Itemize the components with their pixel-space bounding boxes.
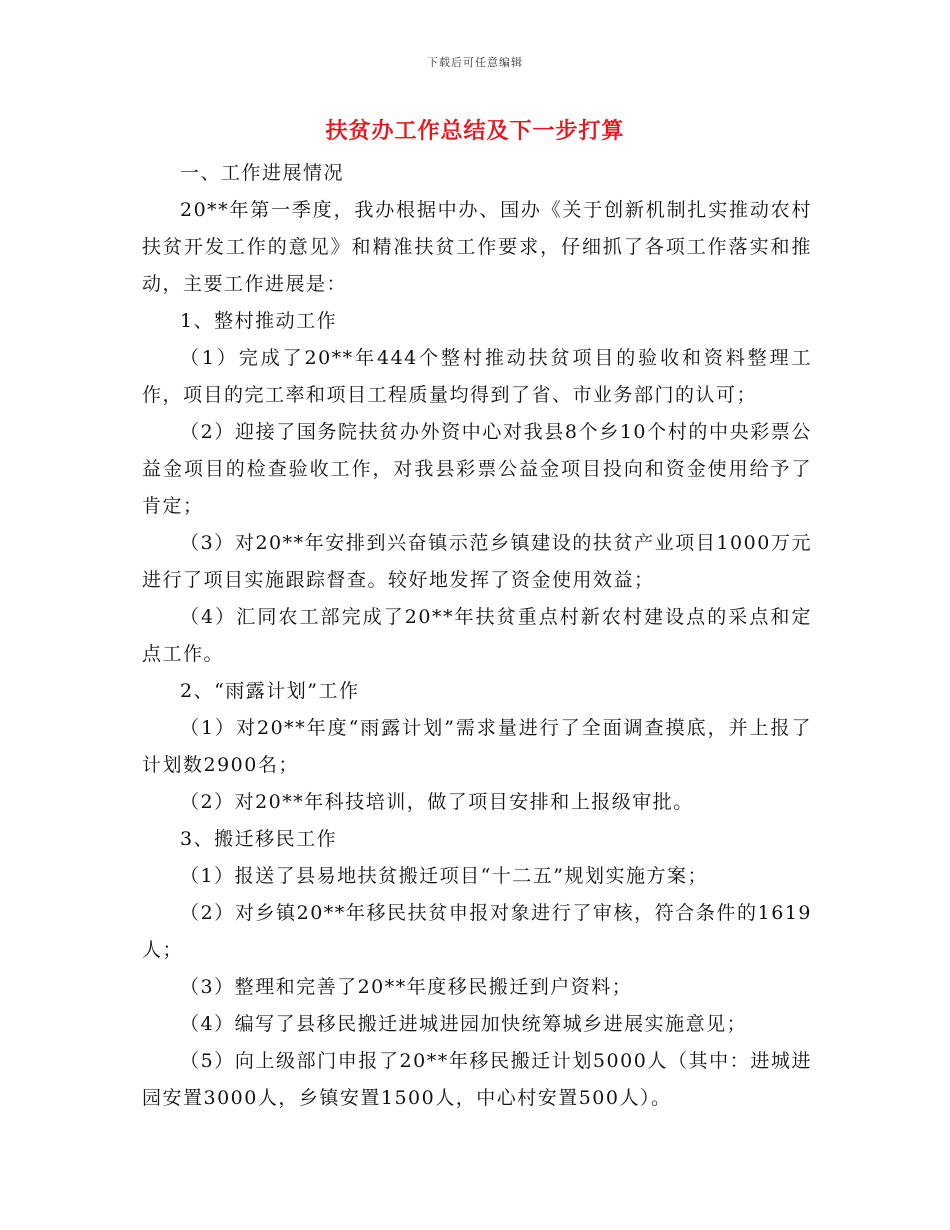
list-item: （2）迎接了国务院扶贫办外资中心对我县8个乡10个村的中央彩票公益金项目的检查验收工作，对我县彩票公益金项目投向和资金使用给予了肯定； xyxy=(142,421,812,517)
document-body xyxy=(142,155,812,1117)
list-item: （1）报送了县易地扶贫搬迁项目“十二五”规划实施方案； xyxy=(180,865,709,887)
section-heading: 一、工作进展情况 xyxy=(180,162,345,184)
list-item: （3）对20**年安排到兴奋镇示范乡镇建设的扶贫产业项目1000万元进行了项目实施跟踪督查。较好地发挥了资金使用效益； xyxy=(142,532,812,591)
document-title: 扶贫办工作总结及下一步打算 xyxy=(325,118,625,144)
list-item: （5）向上级部门申报了20**年移民搬迁计划5000人（其中：进城进园安置3000人，乡镇安置1500人，中心村安置500人）。 xyxy=(142,1050,812,1109)
download-note: 下载后可任意编辑 xyxy=(427,56,523,69)
list-item: （4）汇同农工部完成了20**年扶贫重点村新农村建设点的采点和定点工作。 xyxy=(142,606,812,665)
list-item: （4）编写了县移民搬迁进城进园加快统筹城乡进展实施意见； xyxy=(180,1013,748,1035)
subsection-heading: 3、搬迁移民工作 xyxy=(180,828,338,850)
subsection-heading: 2、“雨露计划”工作 xyxy=(180,680,360,702)
list-item: （3）整理和完善了20**年度移民搬迁到户资料； xyxy=(180,976,633,998)
list-item: （1）完成了20**年444个整村推动扶贫项目的验收和资料整理工作，项目的完工率和项目工程质量均得到了省、市业务部门的认可； xyxy=(142,347,812,406)
subsection-heading: 1、整村推动工作 xyxy=(180,310,338,332)
list-item: （2）对20**年科技培训，做了项目安排和上报级审批。 xyxy=(180,791,694,813)
list-item: （2）对乡镇20**年移民扶贫申报对象进行了审核，符合条件的1619人； xyxy=(142,902,812,961)
list-item: （1）对20**年度“雨露计划”需求量进行了全面调查摸底，并上报了计划数2900名； xyxy=(142,717,812,776)
paragraph: 20**年第一季度，我办根据中办、国办《关于创新机制扎实推动农村扶贫开发工作的意见》和精准扶贫工作要求，仔细抓了各项工作落实和推动，主要工作进展是： xyxy=(142,199,812,295)
